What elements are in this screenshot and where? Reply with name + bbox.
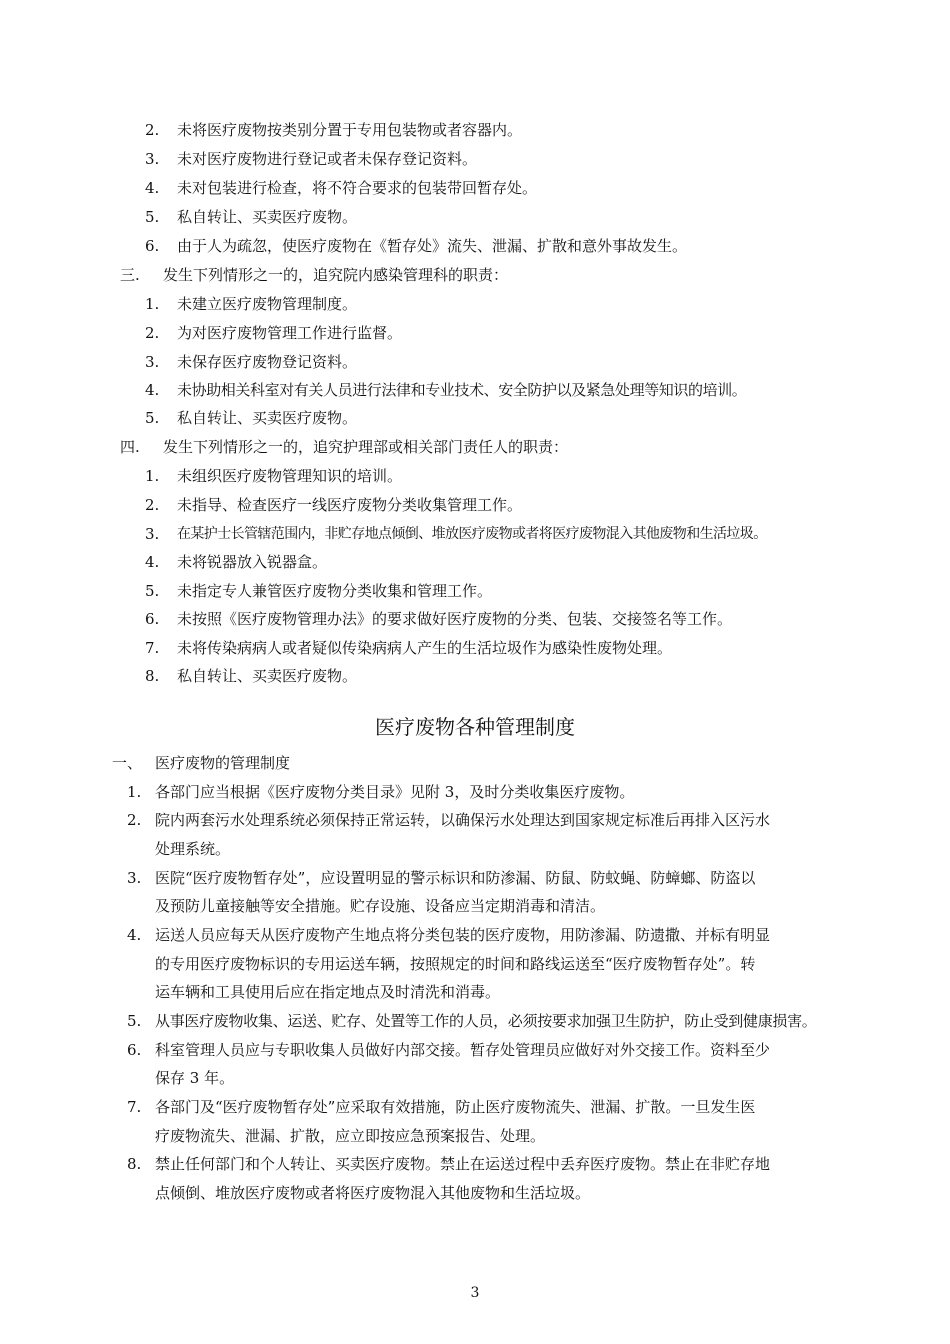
item-text: 各部门及“医疗废物暂存处”应采取有效措施，防止医疗废物流失、泄漏、扩散。一旦发生医: [155, 1098, 756, 1116]
list-item: [0, 145, 950, 174]
item-number: 2.: [145, 121, 160, 139]
item-text: 未将锐器放入锐器盒。: [177, 553, 328, 571]
list-item-continuation: [0, 1122, 950, 1151]
list-item: [0, 634, 950, 663]
list-item: [0, 520, 950, 549]
item-number: 4.: [145, 381, 160, 399]
item-text: 在某护士长管辖范围内，非贮存地点倾倒、堆放医疗废物或者将医疗废物混入其他废物和生活垃圾。: [177, 526, 767, 542]
item-number: 2.: [145, 496, 160, 514]
item-number: 3.: [127, 869, 142, 887]
list-item: [0, 778, 950, 807]
item-number: 6.: [145, 237, 160, 255]
list-item-continuation: [0, 1064, 950, 1093]
item-text: 各部门应当根据《医疗废物分类目录》见附 3，及时分类收集医疗废物。: [155, 783, 635, 801]
item-number: 8.: [127, 1155, 142, 1173]
item-text: 的专用医疗废物标识的专用运送车辆，按照规定的时间和路线运送至“医疗废物暂存处”。转: [155, 955, 756, 973]
item-number: 2.: [127, 811, 142, 829]
item-number: 5.: [145, 409, 160, 427]
item-text: 从事医疗废物收集、运送、贮存、处置等工作的人员，必须按要求加强卫生防护，防止受到健康损害。: [155, 1012, 817, 1030]
item-number: 4.: [127, 926, 142, 944]
section-heading: [0, 433, 950, 462]
item-number: 5.: [145, 582, 160, 600]
item-text: 及预防儿童接触等安全措施。贮存设施、设备应当定期消毒和清洁。: [155, 897, 606, 915]
list-item: [0, 116, 950, 145]
list-item-continuation: [0, 950, 950, 979]
item-text: 未将传染病病人或者疑似传染病病人产生的生活垃圾作为感染性废物处理。: [177, 639, 673, 657]
item-text: 未建立医疗废物管理制度。: [177, 295, 358, 313]
item-number: 7.: [127, 1098, 142, 1116]
list-item-continuation: [0, 978, 950, 1007]
section-number: 三.: [120, 266, 140, 284]
item-text: 未按照《医疗废物管理办法》的要求做好医疗废物的分类、包装、交接签名等工作。: [177, 610, 733, 628]
list-item: [0, 1036, 950, 1065]
page-number: 3: [470, 1285, 480, 1301]
item-text: 私自转让、买卖医疗废物。: [177, 667, 358, 685]
item-number: 3.: [145, 525, 160, 543]
item-number: 3.: [145, 353, 160, 371]
item-number: 2.: [145, 324, 160, 342]
item-text: 未指导、检查医疗一线医疗废物分类收集管理工作。: [177, 496, 523, 514]
section-heading-text: 发生下列情形之一的，追究护理部或相关部门责任人的职责：: [163, 438, 569, 456]
item-text: 科室管理人员应与专职收集人员做好内部交接。暂存处管理员应做好对外交接工作。资料至少: [155, 1041, 771, 1059]
item-text: 禁止任何部门和个人转让、买卖医疗废物。禁止在运送过程中丢弃医疗废物。禁止在非贮存地: [155, 1155, 771, 1173]
item-text: 未将医疗废物按类别分置于专用包装物或者容器内。: [177, 121, 523, 139]
list-item-continuation: [0, 835, 950, 864]
item-number: 1.: [145, 295, 160, 313]
item-number: 8.: [145, 667, 160, 685]
list-item: [0, 319, 950, 348]
list-item: [0, 548, 950, 577]
item-number: 1.: [145, 467, 160, 485]
item-text: 运送人员应每天从医疗废物产生地点将分类包装的医疗废物，用防渗漏、防遗撒、并标有明显: [155, 926, 771, 944]
list-item-continuation: [0, 1179, 950, 1208]
list-item: [0, 376, 950, 405]
list-item: [0, 203, 950, 232]
item-text: 由于人为疏忽，使医疗废物在《暂存处》流失、泄漏、扩散和意外事故发生。: [177, 237, 688, 255]
list-item: [0, 1150, 950, 1179]
item-text: 未对医疗废物进行登记或者未保存登记资料。: [177, 150, 478, 168]
list-item-continuation: [0, 892, 950, 921]
item-number: 5.: [145, 208, 160, 226]
list-item: [0, 577, 950, 606]
page-title: 医疗废物各种管理制度: [375, 715, 575, 739]
item-text: 私自转让、买卖医疗废物。: [177, 409, 358, 427]
section-number: 一、: [112, 754, 143, 772]
item-text: 未对包装进行检查，将不符合要求的包装带回暂存处。: [177, 179, 538, 197]
item-text: 未协助相关科室对有关人员进行法律和专业技术、安全防护以及紧急处理等知识的培训。: [177, 381, 747, 399]
list-item: [0, 348, 950, 377]
list-item: [0, 232, 950, 261]
item-text: 医院“医疗废物暂存处”，应设置明显的警示标识和防渗漏、防鼠、防蚊蝇、防蟑螂、防盗以: [155, 869, 756, 887]
item-number: 6.: [145, 610, 160, 628]
item-text: 未指定专人兼管医疗废物分类收集和管理工作。: [177, 582, 493, 600]
section-number: 四.: [120, 438, 140, 456]
list-item: [0, 864, 950, 893]
section-heading-text: 医疗废物的管理制度: [155, 754, 291, 772]
list-item: [0, 404, 950, 433]
list-item: [0, 1093, 950, 1122]
item-number: 1.: [127, 783, 142, 801]
item-text: 私自转让、买卖医疗废物。: [177, 208, 358, 226]
list-item: [0, 462, 950, 491]
list-item: [0, 662, 950, 691]
item-text: 保存 3 年。: [155, 1069, 235, 1087]
item-number: 7.: [145, 639, 160, 657]
item-text: 处理系统。: [155, 840, 231, 858]
section-heading: [0, 749, 950, 778]
section-heading: [0, 261, 950, 290]
item-text: 为对医疗废物管理工作进行监督。: [177, 324, 403, 342]
list-item: [0, 605, 950, 634]
list-item: [0, 921, 950, 950]
item-text: 点倾倒、堆放医疗废物或者将医疗废物混入其他废物和生活垃圾。: [155, 1184, 591, 1202]
item-text: 院内两套污水处理系统必须保持正常运转，以确保污水处理达到国家规定标准后再排入区污水: [155, 811, 771, 829]
item-number: 6.: [127, 1041, 142, 1059]
item-number: 4.: [145, 179, 160, 197]
item-text: 未保存医疗废物登记资料。: [177, 353, 358, 371]
item-text: 未组织医疗废物管理知识的培训。: [177, 467, 403, 485]
item-number: 5.: [127, 1012, 142, 1030]
item-number: 4.: [145, 553, 160, 571]
section-heading-text: 发生下列情形之一的，追究院内感染管理科的职责：: [163, 266, 509, 284]
list-item: [0, 174, 950, 203]
list-item: [0, 290, 950, 319]
list-item: [0, 491, 950, 520]
item-text: 疗废物流失、泄漏、扩散，应立即按应急预案报告、处理。: [155, 1127, 546, 1145]
item-number: 3.: [145, 150, 160, 168]
item-text: 运车辆和工具使用后应在指定地点及时清洗和消毒。: [155, 983, 501, 1001]
list-item: [0, 1007, 950, 1036]
list-item: [0, 806, 950, 835]
